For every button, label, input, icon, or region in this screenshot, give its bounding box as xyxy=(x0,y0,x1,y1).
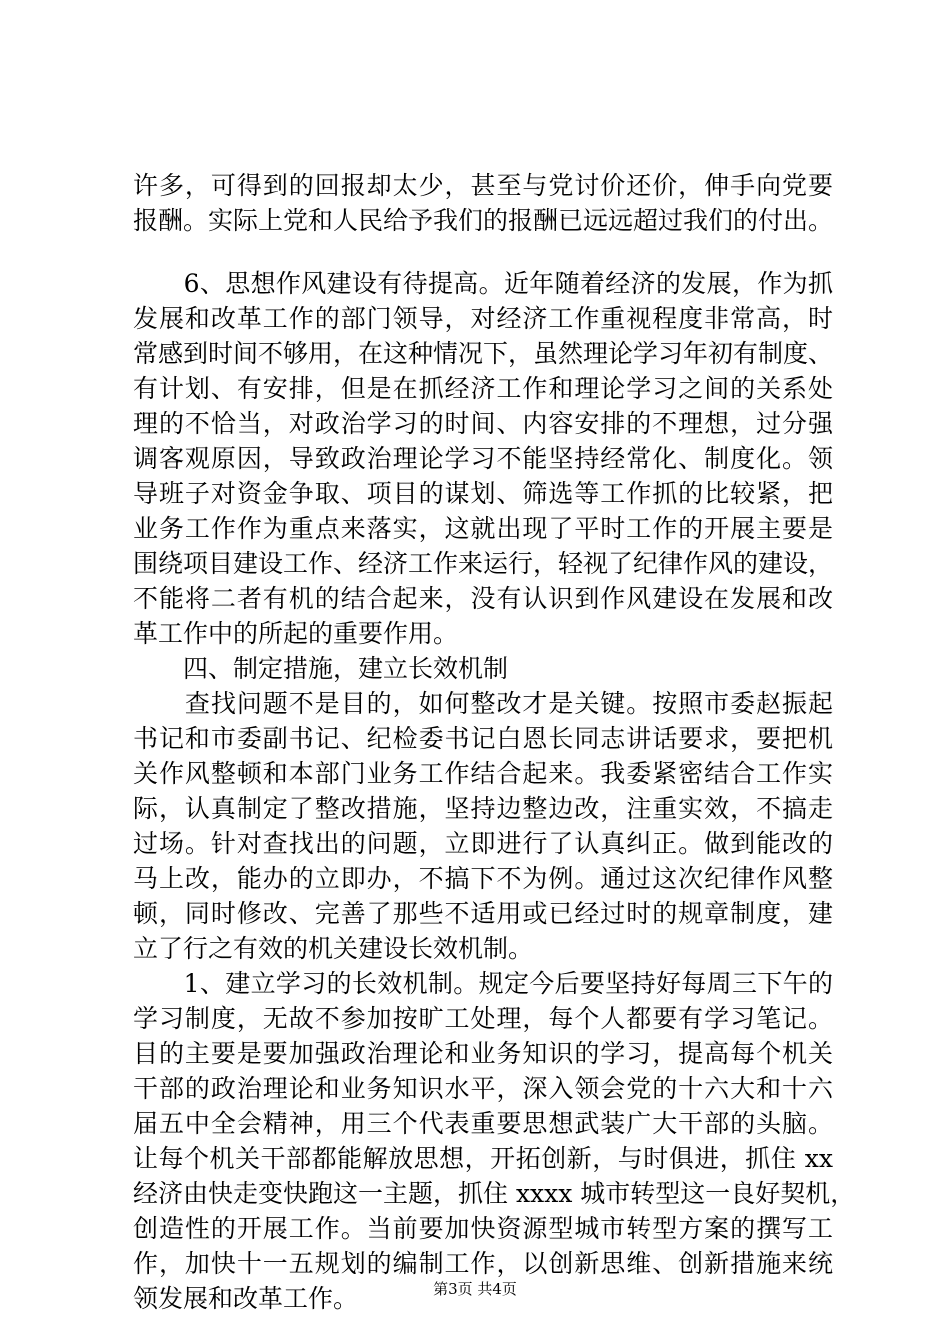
text-line: 过场。针对查找出的问题，立即进行了认真纠正。做到能改的 xyxy=(133,829,833,858)
paragraph-item-6 xyxy=(133,266,833,651)
text-line: 书记和市委副书记、纪检委书记白恩长同志讲话要求，要把机 xyxy=(133,724,833,753)
paragraph-continued xyxy=(133,168,833,238)
text-line: 让每个机关干部都能解放思想，开拓创新，与时俱进，抓住 xx xyxy=(133,1144,833,1173)
text-line: 关作风整顿和本部门业务工作结合起来。我委紧密结合工作实 xyxy=(133,759,833,788)
text-line: 马上改，能办的立即办，不搞下不为例。通过这次纪律作风整 xyxy=(133,864,833,893)
page-number: 第3页 共4页 xyxy=(433,1280,517,1298)
text-line: 发展和改革工作的部门领导，对经济工作重视程度非常高，时 xyxy=(133,304,833,333)
text-line: 理的不恰当，对政治学习的时间、内容安排的不理想，过分强 xyxy=(133,409,833,438)
text-line: 查找问题不是目的，如何整改才是关键。按照市委赵振起 xyxy=(133,689,833,718)
paragraph-gap xyxy=(133,238,833,266)
section-heading xyxy=(133,651,833,686)
section-heading-text: 四、制定措施，建立长效机制 xyxy=(133,654,509,683)
page-footer xyxy=(0,1279,950,1299)
document-body xyxy=(133,168,856,1316)
text-line: 革工作中的所起的重要作用。 xyxy=(133,619,459,648)
text-line: 业务工作作为重点来落实，这就出现了平时工作的开展主要是 xyxy=(133,514,833,543)
text-line: 创造性的开展工作。当前要加快资源型城市转型方案的撰写工 xyxy=(133,1214,833,1243)
text-line: 学习制度，无故不参加按旷工处理，每个人都要有学习笔记。 xyxy=(133,1004,833,1033)
text-line: 报酬。实际上党和人民给予我们的报酬已远远超过我们的付出。 xyxy=(133,206,834,235)
text-line: 立了行之有效的机关建设长效机制。 xyxy=(133,934,534,963)
paragraph-intro xyxy=(133,686,833,966)
text-line: 常感到时间不够用，在这种情况下，虽然理论学习年初有制度、 xyxy=(133,339,834,368)
paragraph-item-1 xyxy=(133,966,856,1316)
text-line: 届五中全会精神，用三个代表重要思想武装广大干部的头脑。 xyxy=(133,1109,833,1138)
text-line: 不能将二者有机的结合起来，没有认识到作风建设在发展和改 xyxy=(133,584,833,613)
text-line: 围绕项目建设工作、经济工作来运行，轻视了纪律作风的建设， xyxy=(133,549,834,578)
text-line: 导班子对资金争取、项目的谋划、筛选等工作抓的比较紧，把 xyxy=(133,479,833,508)
text-line: 顿，同时修改、完善了那些不适用或已经过时的规章制度，建 xyxy=(133,899,833,928)
text-line: 调客观原因，导致政治理论学习不能坚持经常化、制度化。领 xyxy=(133,444,833,473)
text-line: 目的主要是要加强政治理论和业务知识的学习，提高每个机关 xyxy=(133,1039,833,1068)
text-line: 6、思想作风建设有待提高。近年随着经济的发展，作为抓 xyxy=(133,269,833,298)
text-line: 作，加快十一五规划的编制工作，以创新思维、创新措施来统 xyxy=(133,1249,833,1278)
text-line: 有计划、有安排，但是在抓经济工作和理论学习之间的关系处 xyxy=(133,374,833,403)
text-line: 干部的政治理论和业务知识水平，深入领会党的十六大和十六 xyxy=(133,1074,833,1103)
text-line: 1、建立学习的长效机制。规定今后要坚持好每周三下午的 xyxy=(133,969,833,998)
text-line: 经济由快走变快跑这一主题，抓住 xxxx 城市转型这一良好契机， xyxy=(133,1179,856,1208)
text-line: 许多，可得到的回报却太少，甚至与党讨价还价，伸手向党要 xyxy=(133,171,833,200)
text-line: 际，认真制定了整改措施，坚持边整边改，注重实效，不搞走 xyxy=(133,794,833,823)
text-line: 领发展和改革工作。 xyxy=(133,1284,359,1313)
